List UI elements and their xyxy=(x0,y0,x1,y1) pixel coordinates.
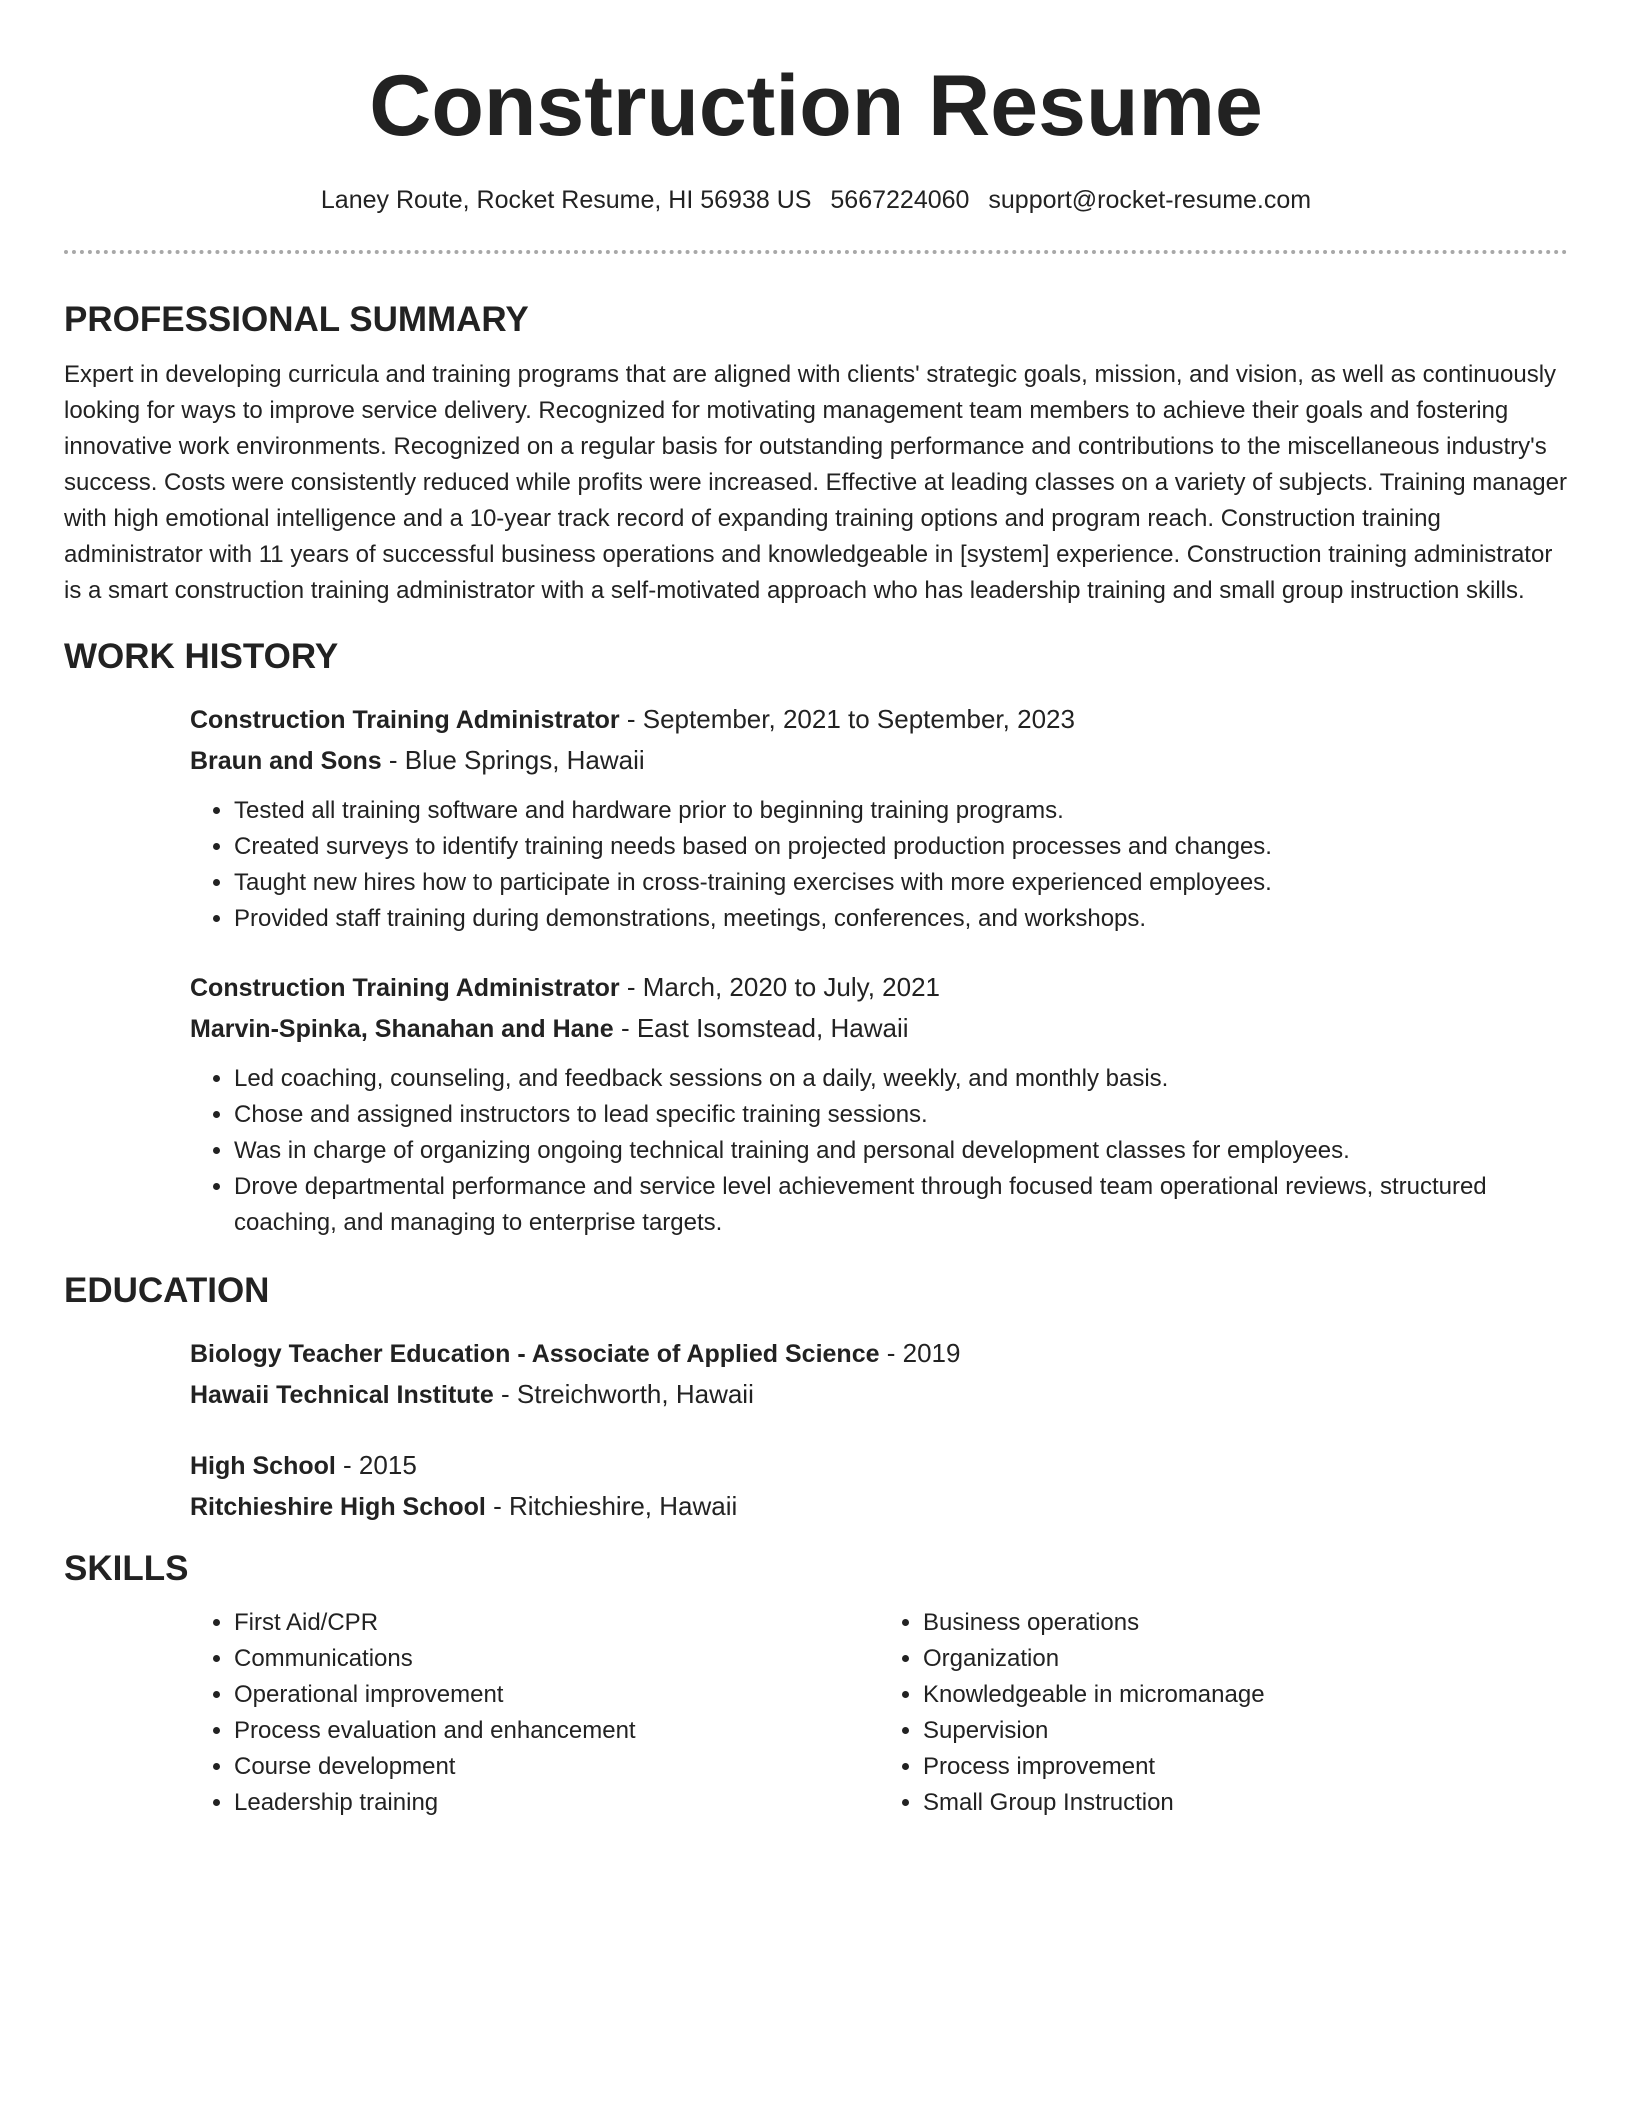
contact-address: Laney Route, Rocket Resume, HI 56938 US xyxy=(320,186,812,214)
job-location: - East Isomstead, Hawaii xyxy=(613,1013,909,1043)
list-item: • Tested all training software and hardware prior to beginning training programs. xyxy=(234,793,1568,829)
job-company-line xyxy=(190,1008,1568,1049)
job-title: Construction Training Administrator xyxy=(190,706,620,734)
resume-page xyxy=(64,0,1568,1821)
work-history-heading: WORK HISTORY xyxy=(64,637,339,676)
degree-line xyxy=(190,1333,1568,1374)
education-entry xyxy=(190,1333,1568,1415)
skill-item: • Organization xyxy=(923,1641,1568,1677)
school-line xyxy=(190,1374,1568,1415)
job-title: Construction Training Administrator xyxy=(190,974,620,1002)
job-location: - Blue Springs, Hawaii xyxy=(381,745,645,775)
contact-phone: 5667224060 xyxy=(830,186,970,214)
skills-list xyxy=(190,1605,1568,1821)
education-heading: EDUCATION xyxy=(64,1271,270,1310)
school-location: - Streichworth, Hawaii xyxy=(493,1379,754,1409)
school-location: - Ritchieshire, Hawaii xyxy=(485,1491,738,1521)
degree: Biology Teacher Education - Associate of Applied Science xyxy=(190,1340,880,1368)
job-title-line xyxy=(190,967,1568,1008)
degree-line xyxy=(190,1445,1568,1486)
graduation-year: - 2019 xyxy=(879,1338,961,1368)
job-dates: - March, 2020 to July, 2021 xyxy=(619,972,940,1002)
list-item: • Chose and assigned instructors to lead specific training sessions. xyxy=(234,1097,1568,1133)
skill-item: • Course development xyxy=(234,1749,879,1785)
list-item: • Led coaching, counseling, and feedback sessions on a daily, weekly, and monthly basis. xyxy=(234,1061,1568,1097)
summary-text: Expert in developing curricula and training programs that are aligned with clients' strategic goals, mission, and vision, as well as continuously looking for ways to improve service delivery. Recognized for motivating management team members to achieve their goals and fostering innovative work environments. Recognized on a regular basis for outstanding performance and contributions to the miscellaneous industry's success. Costs were consistently reduced while profits were increased. Effective at leading classes on a variety of subjects. Training manager with high emotional intelligence and a 10-year track record of expanding training options and program reach. Construction training administrator with 11 years of successful business operations and knowledgeable in [system] experience. Construction training administrator is a smart construction training administrator with a self-motivated approach who has leadership training and small group instruction skills. xyxy=(64,361,1567,604)
header-divider xyxy=(64,250,1568,254)
skill-item: • Small Group Instruction xyxy=(923,1785,1568,1821)
graduation-year: - 2015 xyxy=(335,1450,417,1480)
job-title-line xyxy=(190,699,1568,740)
summary-heading: PROFESSIONAL SUMMARY xyxy=(64,300,529,339)
skill-item: • Business operations xyxy=(923,1605,1568,1641)
school: Ritchieshire High School xyxy=(190,1493,486,1521)
list-item: • Was in charge of organizing ongoing technical training and personal development classes for employees. xyxy=(234,1133,1568,1169)
list-item: • Drove departmental performance and service level achievement through focused team operational reviews, structured coaching, and managing to enterprise targets. xyxy=(234,1169,1568,1241)
contact-line xyxy=(64,184,1568,216)
list-item: • Taught new hires how to participate in cross-training exercises with more experienced employees. xyxy=(234,865,1568,901)
school: Hawaii Technical Institute xyxy=(190,1381,494,1409)
skills-column-right xyxy=(879,1605,1568,1821)
job-company: Marvin-Spinka, Shanahan and Hane xyxy=(190,1015,614,1043)
resume-title: Construction Resume xyxy=(369,58,1263,154)
list-item: • Created surveys to identify training needs based on projected production processes and changes. xyxy=(234,829,1568,865)
skill-item: • First Aid/CPR xyxy=(234,1605,879,1641)
job-company-line xyxy=(190,740,1568,781)
skill-item: • Process evaluation and enhancement xyxy=(234,1713,879,1749)
education-entry xyxy=(190,1445,1568,1527)
list-item: • Provided staff training during demonstrations, meetings, conferences, and workshops. xyxy=(234,901,1568,937)
skill-item: • Process improvement xyxy=(923,1749,1568,1785)
job-entry xyxy=(190,699,1568,937)
job-entry xyxy=(190,967,1568,1241)
skill-item: • Leadership training xyxy=(234,1785,879,1821)
job-company: Braun and Sons xyxy=(190,747,382,775)
degree: High School xyxy=(190,1452,336,1480)
job-bullets xyxy=(190,1061,1568,1241)
skills-heading: SKILLS xyxy=(64,1549,189,1588)
skills-column-left xyxy=(190,1605,879,1821)
skill-item: • Knowledgeable in micromanage xyxy=(923,1677,1568,1713)
contact-email: support@rocket-resume.com xyxy=(988,186,1312,214)
school-line xyxy=(190,1486,1568,1527)
skill-item: • Communications xyxy=(234,1641,879,1677)
skill-item: • Supervision xyxy=(923,1713,1568,1749)
job-bullets xyxy=(190,793,1568,937)
skill-item: • Operational improvement xyxy=(234,1677,879,1713)
job-dates: - September, 2021 to September, 2023 xyxy=(619,704,1075,734)
